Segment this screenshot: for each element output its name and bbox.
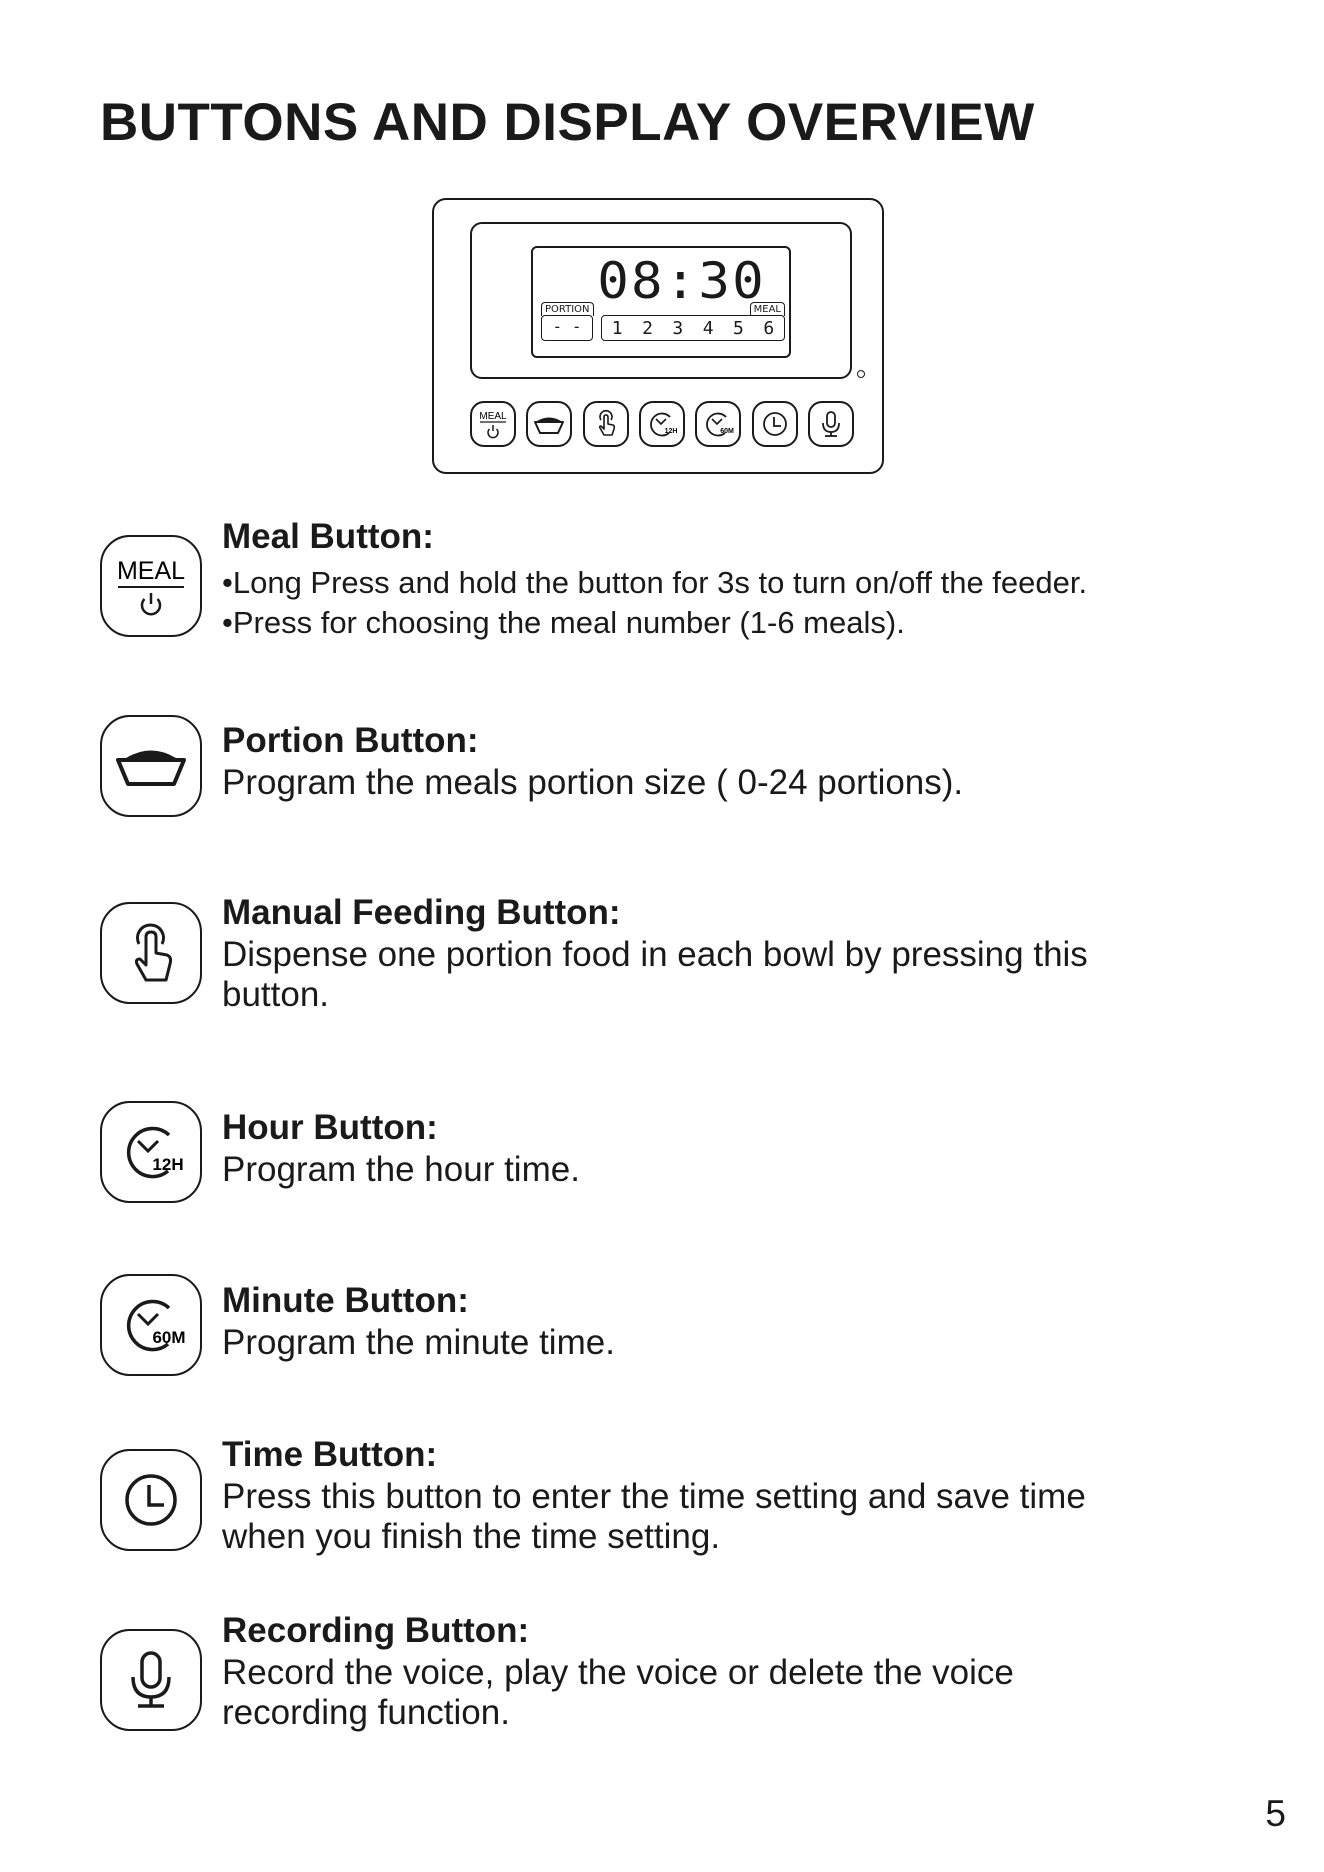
microphone-icon	[106, 1635, 196, 1725]
control-panel-illustration	[432, 198, 884, 474]
panel-hour-button[interactable]	[639, 401, 685, 447]
panel-manual-feed-button[interactable]	[583, 401, 629, 447]
panel-minute-button[interactable]	[695, 401, 741, 447]
description-line: Program the minute time.	[222, 1323, 615, 1362]
portion-button-icon-box	[100, 715, 202, 817]
portion-button-title: Portion Button:	[222, 721, 479, 760]
time-button-title: Time Button:	[222, 1435, 438, 1474]
lcd-meal-number: 6	[763, 317, 775, 339]
clock-icon	[106, 1455, 196, 1545]
svg-text:60M: 60M	[720, 428, 735, 435]
manual-feeding-button-title: Manual Feeding Button:	[222, 893, 621, 932]
meal-button-description	[222, 563, 1222, 643]
clock-icon	[755, 404, 795, 444]
description-line: •Long Press and hold the button for 3s to turn on/off the feeder.	[222, 565, 1088, 600]
description-line: •Press for choosing the meal number (1-6 meals).	[222, 605, 905, 640]
hour-button-title: Hour Button:	[222, 1108, 438, 1147]
manual-feeding-button-icon-box	[100, 902, 202, 1004]
description-line: button.	[222, 975, 330, 1014]
lcd-meal-numbers	[601, 315, 785, 341]
hour-button-icon-box	[100, 1101, 202, 1203]
recording-button-icon-box	[100, 1629, 202, 1731]
lcd-meal-number: 5	[733, 317, 744, 339]
lcd-portion-label: PORTION	[541, 302, 594, 316]
manual-feeding-button-description	[222, 935, 1222, 1015]
description-line: Record the voice, play the voice or delete the voice	[222, 1653, 1014, 1692]
bowl-icon	[106, 721, 196, 811]
description-line: Program the hour time.	[222, 1150, 580, 1189]
page-number: 5	[1265, 1793, 1286, 1834]
svg-text:MEAL: MEAL	[116, 557, 186, 585]
description-line: Dispense one portion food in each bowl by pressing this	[222, 935, 1088, 974]
recording-button-title: Recording Button:	[222, 1611, 530, 1650]
panel-recording-button[interactable]	[808, 401, 854, 447]
clock-12h-icon	[106, 1107, 196, 1197]
svg-text:12H: 12H	[664, 428, 678, 435]
lcd-portion-value: - -	[541, 315, 593, 341]
minute-button-icon-box	[100, 1274, 202, 1376]
minute-button-title: Minute Button:	[222, 1281, 469, 1320]
panel-button-row	[470, 401, 854, 449]
meal-power-icon	[106, 541, 196, 631]
lcd-meal-label: MEAL	[750, 302, 785, 316]
time-button-description	[222, 1477, 1222, 1557]
microphone-icon	[811, 404, 851, 444]
meal-button-icon-box	[100, 535, 202, 637]
display-frame	[470, 222, 852, 379]
description-line: Press this button to enter the time setting and save time	[222, 1477, 1086, 1516]
power-indicator-light	[857, 370, 865, 378]
panel-meal-button[interactable]	[470, 401, 516, 447]
portion-button-description	[222, 763, 1222, 803]
bowl-icon	[529, 404, 569, 444]
description-line: Program the meals portion size ( 0-24 portions).	[222, 763, 964, 802]
meal-power-icon	[473, 404, 513, 444]
svg-text:MEAL: MEAL	[479, 411, 507, 422]
page-title: BUTTONS AND DISPLAY OVERVIEW	[100, 93, 1035, 152]
lcd-meal-number: 4	[702, 317, 714, 339]
panel-portion-button[interactable]	[526, 401, 572, 447]
hour-button-description	[222, 1150, 1222, 1190]
description-line: when you finish the time setting.	[222, 1517, 721, 1556]
svg-text:12H: 12H	[152, 1155, 184, 1174]
lcd-meal-number: 3	[672, 317, 684, 339]
lcd-display	[531, 246, 791, 358]
clock-60m-icon	[698, 404, 738, 444]
time-button-icon-box	[100, 1449, 202, 1551]
hand-press-icon	[586, 404, 626, 444]
clock-12h-icon	[642, 404, 682, 444]
lcd-time: 08:30	[597, 252, 766, 310]
recording-button-description	[222, 1653, 1222, 1733]
lcd-meal-number: 1	[611, 317, 623, 339]
minute-button-description	[222, 1323, 1222, 1363]
description-line: recording function.	[222, 1693, 510, 1732]
meal-button-title: Meal Button:	[222, 517, 434, 556]
clock-60m-icon	[106, 1280, 196, 1370]
lcd-meal-number: 2	[642, 317, 653, 339]
svg-text:60M: 60M	[152, 1328, 186, 1347]
hand-press-icon	[106, 908, 196, 998]
panel-time-button[interactable]	[752, 401, 798, 447]
